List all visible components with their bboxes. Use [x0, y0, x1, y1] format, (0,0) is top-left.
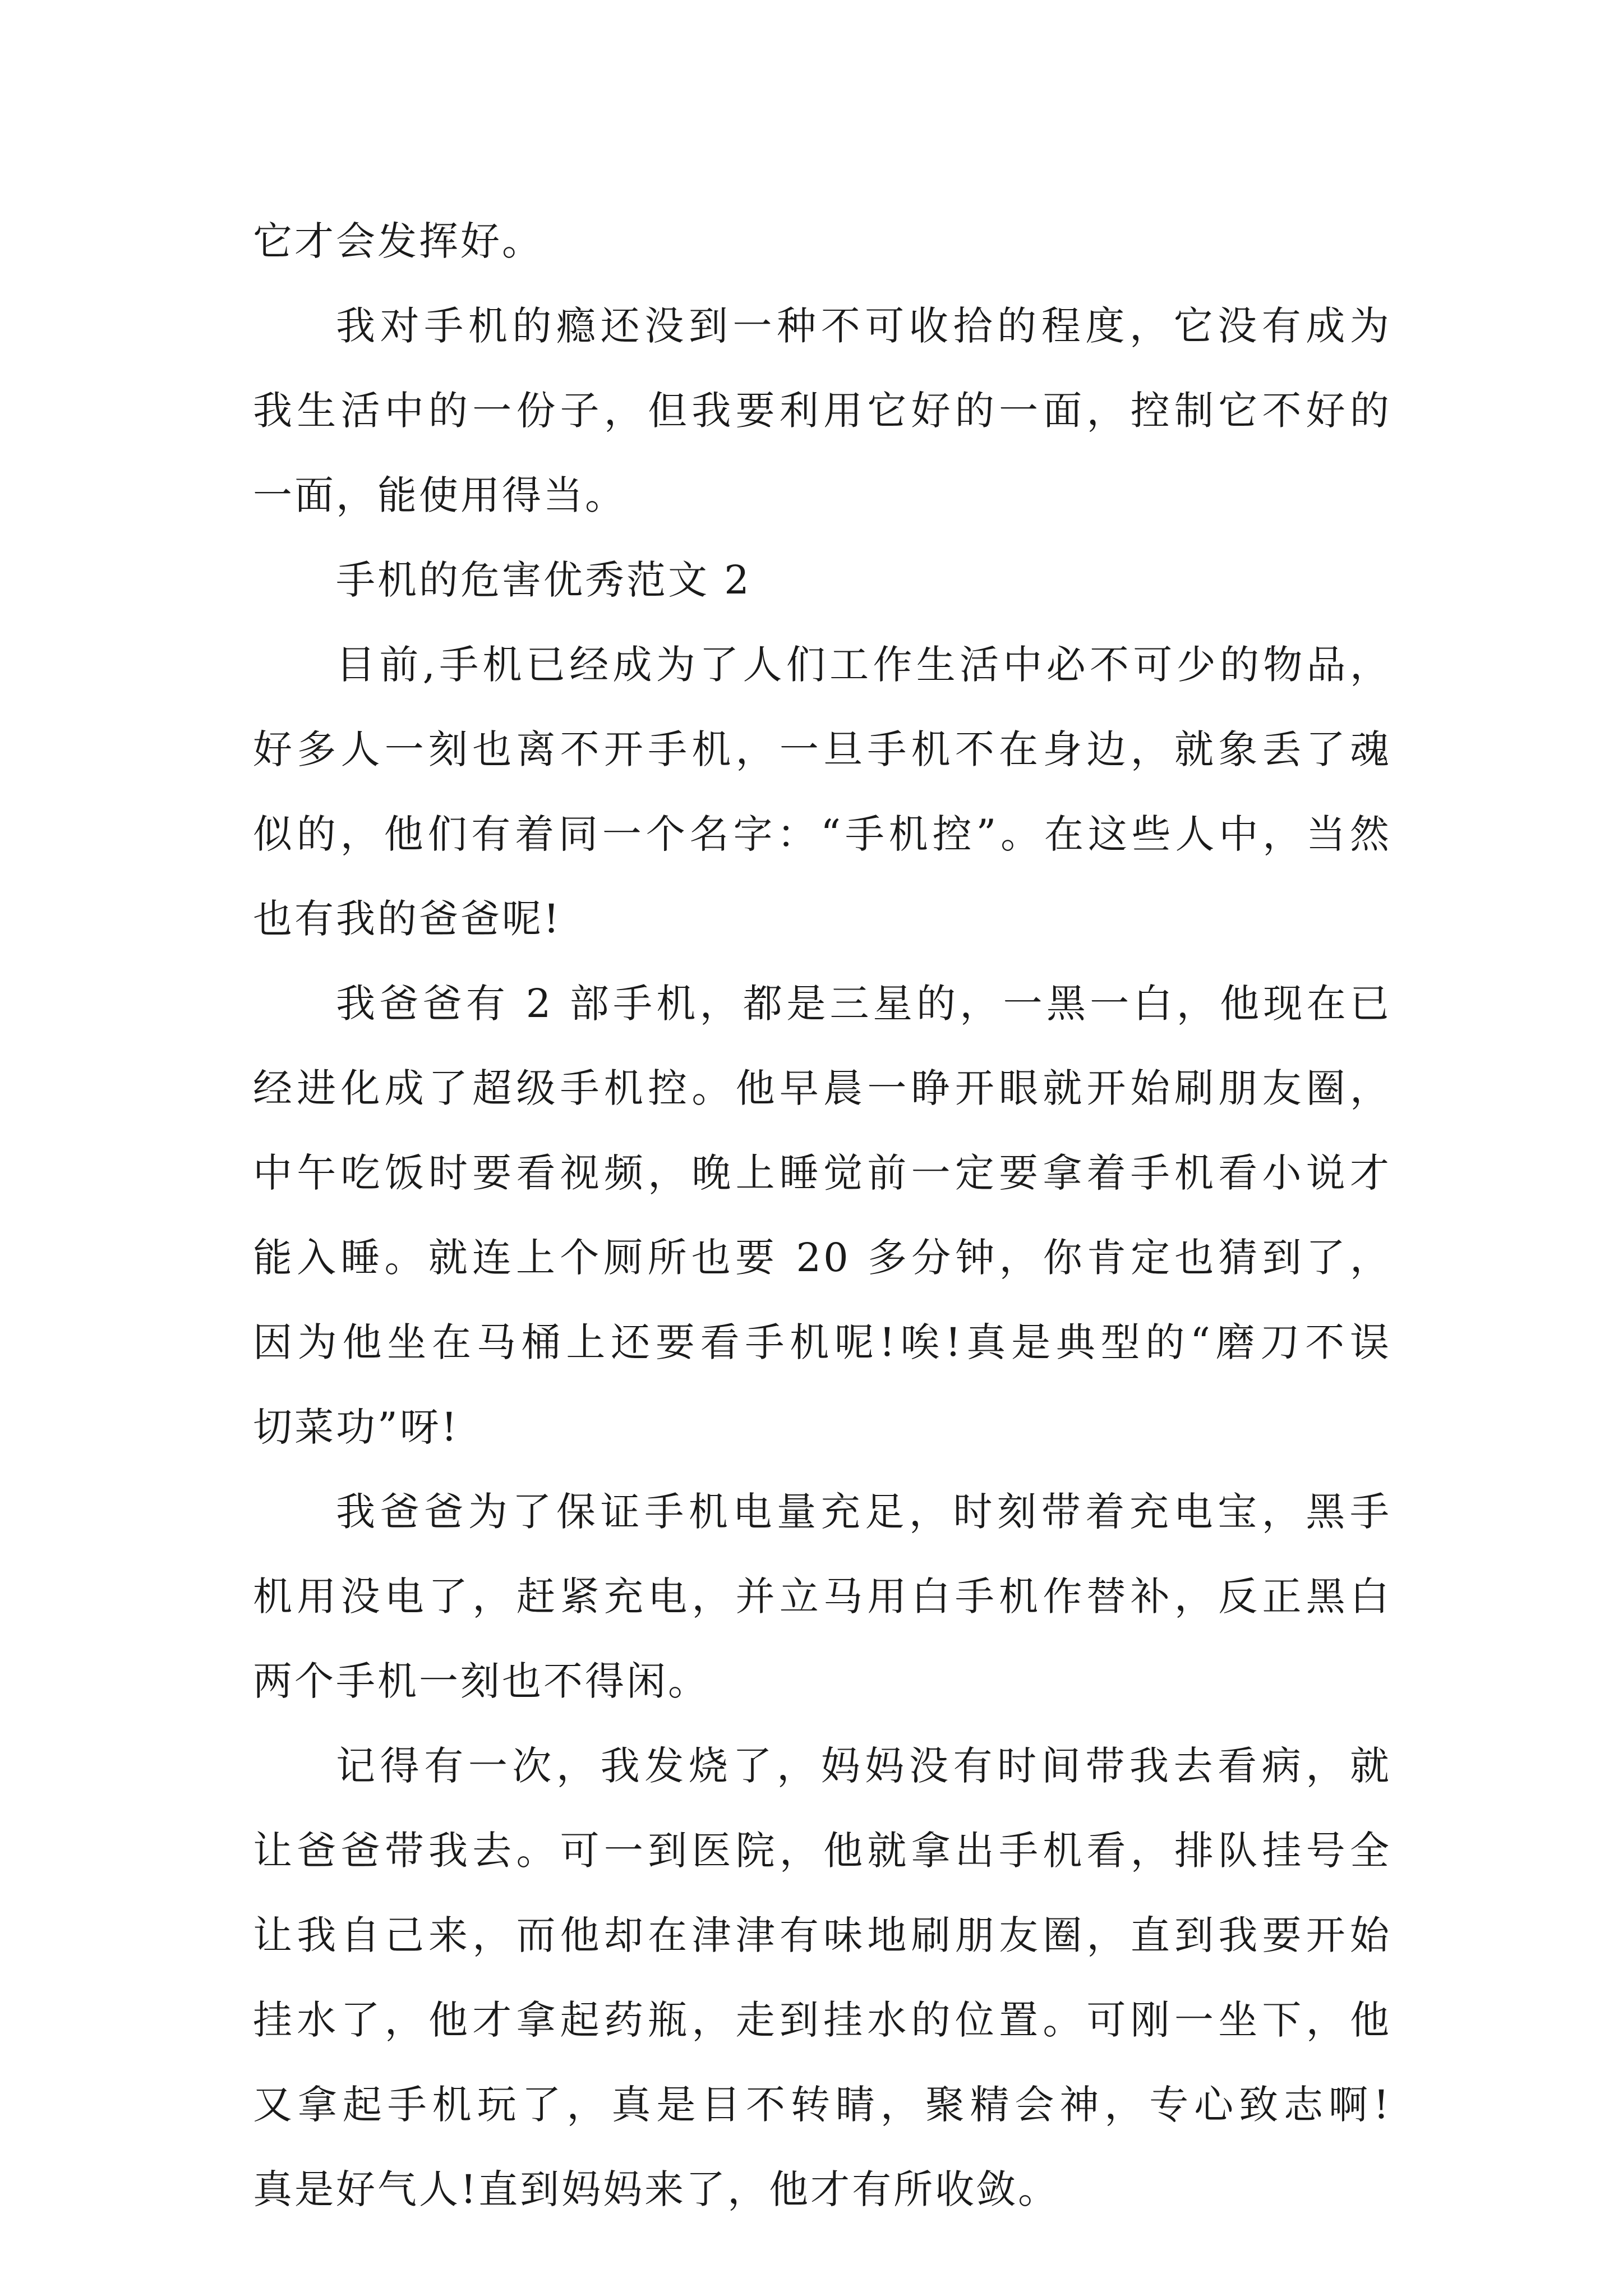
text-line: 好多人一刻也离不开手机，一旦手机不在身边，就象丢了魂	[253, 726, 1391, 772]
text-line: 切菜功”呀!	[253, 1404, 459, 1450]
text-line: 两个手机一刻也不得闲。	[253, 1658, 709, 1704]
text-line: 经进化成了超级手机控。他早晨一睁开眼就开始刷朋友圈，	[253, 1065, 1391, 1111]
text-line: 我爸爸有 2 部手机，都是三星的，一黑一白，他现在已	[336, 981, 1391, 1027]
text-line: 我生活中的一份子，但我要利用它好的一面，控制它不好的	[253, 388, 1391, 434]
paragraph	[253, 1470, 1391, 1724]
text-line: 我对手机的瘾还没到一种不可收拾的程度，它没有成为	[336, 303, 1391, 349]
body-text	[253, 199, 1391, 2232]
text-line: 让我自己来，而他却在津津有味地刷朋友圈，直到我要开始	[253, 1912, 1391, 1958]
text-line: 也有我的爸爸呢!	[253, 896, 562, 942]
text-line: 能入睡。就连上个厕所也要 20 多分钟，你肯定也猜到了，	[253, 1235, 1391, 1281]
heading-line: 手机的危害优秀范文 2	[336, 557, 751, 603]
paragraph	[253, 961, 1391, 1470]
text-line: 记得有一次，我发烧了，妈妈没有时间带我去看病，就	[336, 1743, 1391, 1789]
text-line: 机用没电了，赶紧充电，并立马用白手机作替补，反正黑白	[253, 1573, 1391, 1619]
text-line: 目前,手机已经成为了人们工作生活中必不可少的物品，	[336, 642, 1391, 688]
text-line: 它才会发挥好。	[253, 218, 543, 264]
text-line: 挂水了，他才拿起药瓶，走到挂水的位置。可刚一坐下，他	[253, 1997, 1391, 2043]
text-line: 真是好气人!直到妈妈来了，他才有所收敛。	[253, 2166, 1060, 2212]
text-line: 中午吃饭时要看视频，晚上睡觉前一定要拿着手机看小说才	[253, 1150, 1391, 1196]
paragraph	[253, 284, 1391, 538]
paragraph	[253, 623, 1391, 961]
section-heading	[253, 538, 1391, 623]
paragraph	[253, 1724, 1391, 2232]
text-line: 因为他坐在马桶上还要看手机呢!唉!真是典型的“磨刀不误	[253, 1319, 1391, 1365]
paragraph	[253, 199, 1391, 284]
text-line: 一面，能使用得当。	[253, 472, 626, 518]
text-line: 又拿起手机玩了，真是目不转睛，聚精会神，专心致志啊!	[253, 2082, 1391, 2128]
text-line: 让爸爸带我去。可一到医院，他就拿出手机看，排队挂号全	[253, 1828, 1391, 1874]
text-line: 似的，他们有着同一个名字：“手机控”。在这些人中，当然	[253, 811, 1391, 857]
text-line: 我爸爸为了保证手机电量充足，时刻带着充电宝，黑手	[336, 1489, 1391, 1535]
